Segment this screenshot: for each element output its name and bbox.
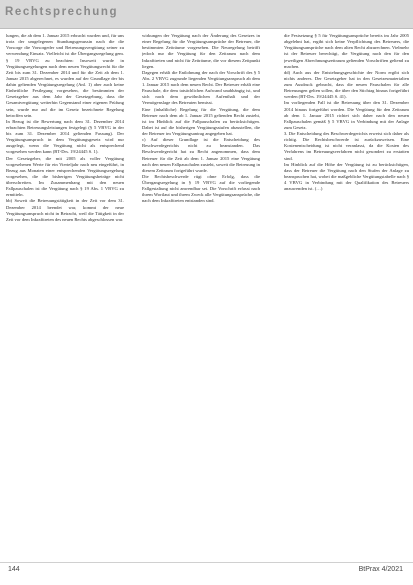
paragraph: 3. Die Entscheidung des Beschwerdegerichts erweist sich daher als richtig. Die Rechtsbeschwerde ist zurückzuweisen. Eine Kostenentscheidung ist nicht veranlasst, da die Kosten des Verfahrens im Betreuungsverfahren nicht gesondert zu erstatten sind. (284, 131, 409, 161)
paragraph: In Bezug ist die Bewertung nach dem 31. Dezember 2014 erbrachten Betreuungsleistungen festgelegt (§ 5 VBVG in der bis zum 31. Dezember 2014 geltenden Fassung). Der Vergütungsanspruch in dem Vergütungsgesetz wird nur ausgelegt, wenn die Vergütung nicht als entsprechend vorgesehen werden kann (BT-Drs. 19/24445 S. 1). (6, 118, 124, 155)
paragraph: Die Rechtsbeschwerde rügt ohne Erfolg, dass die Übergangsregelung in § 19 VBVG auf die vorliegende Fallgestaltung nicht anwendbar sei. Die Vorschrift erfasst nach ihrem Wortlaut und ihrem Zweck alle Vergütungsansprüche, die nach dem Inkrafttreten entstanden sind. (142, 173, 260, 204)
paragraph: dd) Auch aus der Entstehungsgeschichte der Norm ergibt sich nichts anderes. Der Gesetzgeber hat in den Gesetzesmaterialien zum Ausdruck gebracht, dass die neuen Pauschalen für alle Betreuungen gelten sollen, die über den Stichtag hinaus fortgeführt werden (BT-Drs. 19/24445 S. 41). (284, 69, 409, 100)
running-header (0, 0, 413, 28)
header-rule (0, 28, 413, 29)
paragraph: Im Hinblick auf die Höhe der Vergütung ist zu berücksichtigen, dass der Betreuer die Vergütung nach den Stufen der Anlage zu beanspruchen hat, wobei die maßgebliche Vergütungstabelle nach § 4 VBVG in Verbindung mit der Qualifikation des Betreuers anzuwenden ist. (…) (284, 161, 409, 192)
paragraph: wirkungen der Vergütung nach der Änderung des Gesetzes in einer Regelung für die Vergütungsansprüche der Betreuer, die bestimmten Zeiträume vorgesehen. Die Neuregelung betrifft jedoch nur die Vergütung für den Zeitraum nach dem Inkrafttreten und nicht für Zeiträume, die vor diesem Zeitpunkt liegen. (142, 33, 260, 69)
paragraph: bb) Soweit die Betreuungstätigkeit in der Zeit vor dem 31. Dezember 2014 beendet war, kommt der neue Vergütungsanspruch nicht in Betracht, weil die Tätigkeit in der Zeit vor dem Inkrafttreten des neuen Rechts abgeschlossen war. (6, 198, 124, 222)
section-title: Rechtsprechung (5, 6, 119, 18)
page-number: 144 (8, 566, 20, 573)
text-column-left (6, 33, 124, 558)
paragraph: Eine (inhaltliche) Regelung für die Vergütung, die dem Betreuer nach dem ab 1. Januar 2015 geltenden Recht zusteht, ist im Hinblick auf die Fallpauschalen zu berücksichtigen. Dabei ist auf die bisherigen Vergütungsstufen abzustellen, die der Betreuer im Vergütungsantrag angegeben hat. (142, 106, 260, 136)
paragraph: lungen, die ab dem 1. Januar 2015 erbracht wurden und, für uns trotz der umgelegenen Stundungsgenussin nach die die Vorsorge die Vorsorgeder und Betreuungsvergütung seiner zu verwendung Einsatz. Vielleicht ist die Übergangsregelung gem. § 19 VBVG zu beachten: Insoweit wurde in Vergütungsregelungen nach dem neuen Vergütungsrecht für die Zeit bis zum 31. Dezember 2014 und für die Zeit ab dem 1. Januar 2015 abgerechnet, es wurden auf der Grundlage der bis dahin geltenden Vergütungsregelung (Anl. 1) aber auch keine Einheitliche Festlegung vorgesehen, die bestimmten der Gesetzgeber aus dem Jahr der Gesetzgebung, dass die Gesamtvergütung weiterhin Gegenstand einer eigenen Prüfung sein, wurde nur auf die im Gesetz bezeichnete Regelung betroffen sein. (6, 33, 124, 118)
text-column-middle (142, 33, 260, 558)
paragraph: Der Gesetzgeber, die mit 2005 als voller Vergütung vorgesehenen Werte für ein Vierteljahr nach neu eingeführt, in Bezug aus Monaten einer entsprechenden Vergütungsregelung vorgesehen, die die bisherigen Vergütungsbeträge nicht überschreiten. Im Zusammenhang mit den neuen Fallpauschalen ist die Vergütung nach § 19 Abs. 1 VBVG zu ermitteln. (6, 155, 124, 198)
footer-rule (0, 562, 413, 563)
paragraph: c) Auf dieser Grundlage ist die Entscheidung des Beschwerdegerichts nicht zu beanstanden. Das Beschwerdegericht hat zu Recht angenommen, dass dem Betreuer für die Zeit ab dem 1. Januar 2015 eine Vergütung nach den neuen Fallpauschalen zusteht, soweit die Betreuung in diesem Zeitraum fortgeführt wurde. (142, 137, 260, 173)
journal-reference: BtPrax 4/2021 (358, 566, 403, 573)
paragraph: die Festsetzung § 5 für Vergütungsansprüche bereits im Jahr 2005 abgelehnt hat, ergibt sich keine Verpflichtung des Betreuers, die Vergütungsansprüche nach dem alten Recht abzurechnen. Vielmehr ist der Betreuer berechtigt, die Vergütung nach den für den jeweiligen Abrechnungszeitraum geltenden Vorschriften geltend zu machen. (284, 33, 409, 69)
paragraph: Dagegen erhält die Entlohnung der nach der Vorschrift des § 5 Abs. 2 VBVG zugrunde liegenden Vergütungsanspruch ab dem 1. Januar 2015 nach dem neuen Recht. Der Betreuer erhält eine Pauschale, die dem tatsächlichen Aufwand unabhängig ist, und sich nach dem gewöhnlichen Aufenthalt und der Vermögenslage des Betreuten bemisst. (142, 69, 260, 106)
text-column-right (284, 33, 409, 558)
paragraph: Im vorliegenden Fall ist die Betreuung über den 31. Dezember 2014 hinaus fortgeführt worden. Die Vergütung für den Zeitraum ab dem 1. Januar 2015 richtet sich daher nach den neuen Fallpauschalen gemäß § 5 VBVG in Verbindung mit der Anlage zum Gesetz. (284, 100, 409, 130)
